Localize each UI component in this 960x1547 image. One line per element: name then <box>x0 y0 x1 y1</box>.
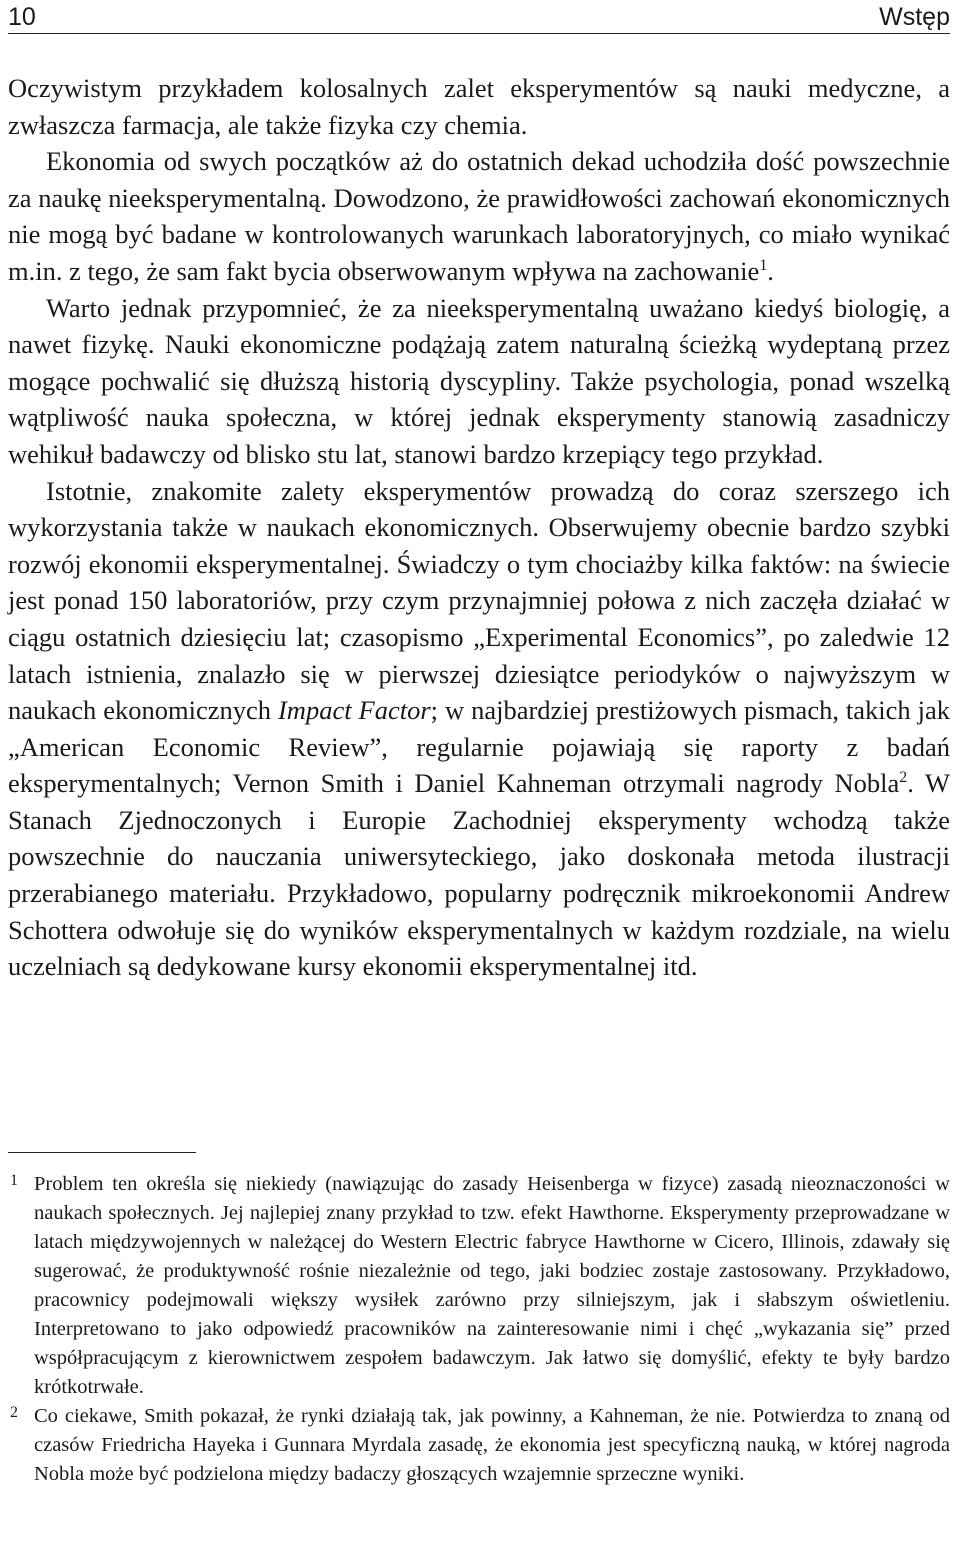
paragraph-3: Warto jednak przypomnieć, że za nieeksperymentalną uważano kiedyś biologię, a nawet fizykę. Nauki ekonomiczne podążają zatem naturalną ścieżką wydeptaną przez mogące pochwalić się dłuższą historią dyscypliny. Także psychologia, ponad wszelką wątpliwość nauka społeczna, w której jednak eksperymenty stanowią zasadniczy wehikuł badawczy od blisko stu lat, stanowi bardzo krzepiący tego przykład. <box>8 292 950 469</box>
footnote-2 <box>8 1402 950 1489</box>
main-text <box>8 70 950 985</box>
footnote-ref-1[interactable]: 1 <box>759 257 768 275</box>
paragraph-2-text: Ekonomia od swych początków aż do ostatnich dekad uchodziła dość powszechnie za naukę nieeksperymentalną. Dowodzono, że prawidłowości zachowań ekonomicznych nie mogą być badane w kontrolowanych warunkach laboratoryjnych, co miało wynikać m.in. z tego, że sam fakt bycia obserwowanym wpływa na zachowanie <box>8 146 950 286</box>
footnotes <box>8 1170 950 1489</box>
footnote-2-text: Co ciekawe, Smith pokazał, że rynki działają tak, jak powinny, a Kahneman, że nie. Potwierdza to znaną od czasów Friedricha Hayeka i Gunnara Myrdala zasadę, że ekonomia jest specyficzną nauką, w której nagroda Nobla może być podzielona między badaczy głoszących wzajemnie sprzeczne wyniki. <box>34 1405 950 1485</box>
footnote-1-mark: 1 <box>10 1172 18 1189</box>
footnote-2-mark: 2 <box>10 1404 18 1421</box>
paragraph-2-end: . <box>767 255 774 286</box>
running-head: Wstęp <box>879 3 950 31</box>
paragraph-2 <box>8 143 950 289</box>
paragraph-4-text-b: ; w najbardziej prestiżowych pismach, takich jak „American Economic Review”, regularnie pojawiają się raporty z badań eksperymentalnych; Vernon Smith i Daniel Kahneman otrzymali nagrody Nobla <box>8 695 950 799</box>
footnote-ref-2[interactable]: 2 <box>899 769 908 787</box>
paragraph-4-text-c: . W Stanach Zjednoczonych i Europie Zachodniej eksperymenty wchodzą także powszechnie do nauczania uniwersyteckiego, jako doskonała metoda ilustracji przerabianego materiału. Przykładowo, popularny podręcznik mikroekonomii Andrew Schottera odwołuje się do wyników eksperymentalnych w każdym rozdziale, na wielu uczelniach są dedykowane kursy ekonomii eksperymentalnej itd. <box>8 768 950 982</box>
impact-factor-term: Impact Factor <box>277 695 431 726</box>
paragraph-4 <box>8 473 950 985</box>
footnote-separator <box>8 1152 196 1153</box>
page-number: 10 <box>8 3 36 31</box>
footnote-1 <box>8 1170 950 1402</box>
page-header <box>8 0 950 34</box>
footnote-1-text: Problem ten określa się niekiedy (nawiązując do zasady Heisenberga w fizyce) zasadą nieoznaczoności w naukach społecznych. Jej najlepiej znany przykład to tzw. efekt Hawthorne. Eksperymenty przeprowadzane w latach międzywojennych w należącej do Western Electric fabryce Hawthorne w Cicero, Illinois, zdawały się sugerować, że produktywność rośnie niezależnie od tego, jaki bodziec zostaje zastosowany. Przykładowo, pracownicy podejmowali większy wysiłek zarówno przy silniejszym, jak i słabszym oświetleniu. Interpretowano to jako odpowiedź pracowników na zainteresowanie nimi i chęć „wykazania się” przed współpracującym z kierownictwem zespołem badawczym. Jak łatwo się domyślić, efekty te były bardzo krótkotrwałe. <box>34 1173 950 1398</box>
paragraph-4-text-a: Istotnie, znakomite zalety eksperymentów prowadzą do coraz szerszego ich wykorzystania także w naukach ekonomicznych. Obserwujemy obecnie bardzo szybki rozwój ekonomii eksperymentalnej. Świadczy o tym chociażby kilka faktów: na świecie jest ponad 150 laboratoriów, przy czym przynajmniej połowa z nich zaczęła działać w ciągu ostatnich dziesięciu lat; czasopismo „Experimental Economics”, po zaledwie 12 latach istnienia, znalazło się w pierwszej dziesiątce periodyków o najwyższym w naukach ekonomicznych <box>8 475 950 726</box>
paragraph-1: Oczywistym przykładem kolosalnych zalet eksperymentów są nauki medyczne, a zwłaszcza farmacja, ale także fizyka czy chemia. <box>8 73 950 140</box>
